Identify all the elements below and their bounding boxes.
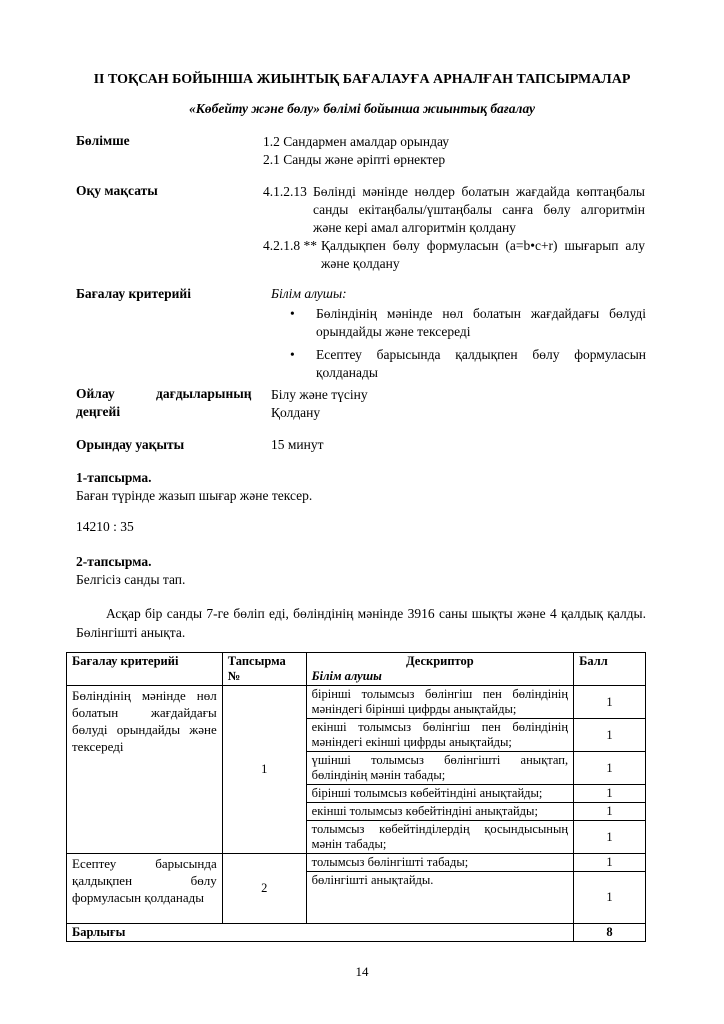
descriptor-cell: бірінші толымсыз көбейтіндіні анықтайды; (306, 785, 573, 803)
header-descriptor-sub: Білім алушы (311, 669, 382, 683)
criteria-item: • Бөліндінің мәнінде нөл болатын жағдайдағы бөлуді орындайды және тексереді (290, 306, 646, 339)
score-cell: 1 (574, 872, 646, 924)
header-descriptor: Дескриптор Білім алушы (306, 653, 573, 686)
header-score: Балл (574, 653, 646, 686)
objective-item (263, 237, 645, 273)
criterion-cell: Бөліндінің мәнінде нөл болатын жағдайдағы бөлуді орындайды және тексереді (67, 686, 223, 854)
section-label: Бөлімше (76, 133, 130, 148)
descriptor-cell: бөлінгішті анықтайды. (306, 872, 573, 924)
objective-text: Қалдықпен бөлу формуласын (a=b•c+r) шығарып алу және қолдану (321, 238, 645, 271)
section-line-1: 1.2 Сандармен амалдар орындау (263, 134, 450, 149)
descriptor-cell: екінші толымсыз көбейтіндіні анықтайды; (306, 803, 573, 821)
objective-code: 4.2.1.8 ** (263, 238, 317, 253)
task-number-cell: 2 (222, 854, 306, 924)
objective-code: 4.1.2.13 (263, 184, 307, 199)
task2-heading: 2-тапсырма. (76, 554, 152, 569)
task2-problem: Асқар бір санды 7-ге бөліп еді, бөліндінің мәнінде 3916 саны шықты және 4 қалдық қалды. Бөлінгішті анықта. (76, 606, 646, 640)
document-subtitle: «Көбейту және бөлу» бөлімі бойынша жиынтық бағалау (188, 101, 536, 116)
header-criterion: Бағалау критерийі (67, 653, 223, 686)
time-value: 15 минут (271, 437, 324, 452)
task1-instruction: Баған түрінде жазып шығар және тексер. (76, 488, 313, 503)
objectives-label: Оқу мақсаты (76, 183, 158, 198)
bullet-icon: • (290, 347, 295, 362)
descriptor-cell: үшінші толымсыз бөлінгішті анықтап, бөліндінің мәнін табады; (306, 752, 573, 785)
criteria-intro: Білім алушы: (271, 286, 347, 301)
criteria-list (290, 305, 646, 387)
criteria-item: • Есептеу барысында қалдықпен бөлу формуласын қолданады (290, 347, 646, 380)
task2-instruction: Белгісіз санды тап. (76, 572, 186, 587)
table-row (67, 854, 646, 872)
thinking-label-1: Ойлау (76, 386, 115, 401)
objective-text: Бөлінді мәнінде нөлдер болатын жағдайда көптаңбалы санды екітаңбалы/үштаңбалы санға бөлу алгоритмін және кері амал алгоритмін қолдану (313, 184, 645, 235)
table-row (67, 686, 646, 719)
bullet-icon: • (290, 306, 295, 321)
table-total-row (67, 924, 646, 942)
thinking-line-1: Білу және түсіну (271, 387, 368, 402)
total-value: 8 (574, 924, 646, 942)
objective-item (263, 183, 645, 237)
document-title: ІІ ТОҚСАН БОЙЫНША ЖИЫНТЫҚ БАҒАЛАУҒА АРНАЛҒАН ТАПСЫРМАЛАР (93, 72, 631, 87)
score-cell: 1 (574, 821, 646, 854)
task1-expression: 14210 : 35 (76, 519, 134, 534)
criterion-cell: Есептеу барысында қалдықпен бөлу формуласын қолданады (67, 854, 223, 924)
criteria-label: Бағалау критерийі (76, 286, 191, 301)
thinking-label-2: дағдыларының (156, 386, 252, 401)
total-label: Барлығы (67, 924, 574, 942)
time-label: Орындау уақыты (76, 437, 185, 452)
score-cell: 1 (574, 854, 646, 872)
assessment-table (66, 652, 646, 942)
descriptor-cell: екінші толымсыз бөлінгіш пен бөліндінің мәніндегі екінші цифрды анықтайды; (306, 719, 573, 752)
score-cell: 1 (574, 785, 646, 803)
thinking-label-3: деңгейі (76, 404, 121, 419)
header-task: Тапсырма № (222, 653, 306, 686)
section-line-2: 2.1 Санды және әріпті өрнектер (263, 152, 446, 167)
task1-heading: 1-тапсырма. (76, 470, 152, 485)
descriptor-cell: толымсыз бөлінгішті табады; (306, 854, 573, 872)
thinking-line-2: Қолдану (271, 405, 321, 420)
objectives-list (263, 183, 645, 273)
descriptor-cell: бірінші толымсыз бөлінгіш пен бөліндінің мәніндегі бірінші цифрды анықтайды; (306, 686, 573, 719)
score-cell: 1 (574, 752, 646, 785)
task-number-cell: 1 (222, 686, 306, 854)
descriptor-cell: толымсыз көбейтінділердің қосындысының мәнін табады; (306, 821, 573, 854)
score-cell: 1 (574, 686, 646, 719)
score-cell: 1 (574, 803, 646, 821)
page-number: 14 (355, 964, 369, 979)
score-cell: 1 (574, 719, 646, 752)
table-header-row (67, 653, 646, 686)
